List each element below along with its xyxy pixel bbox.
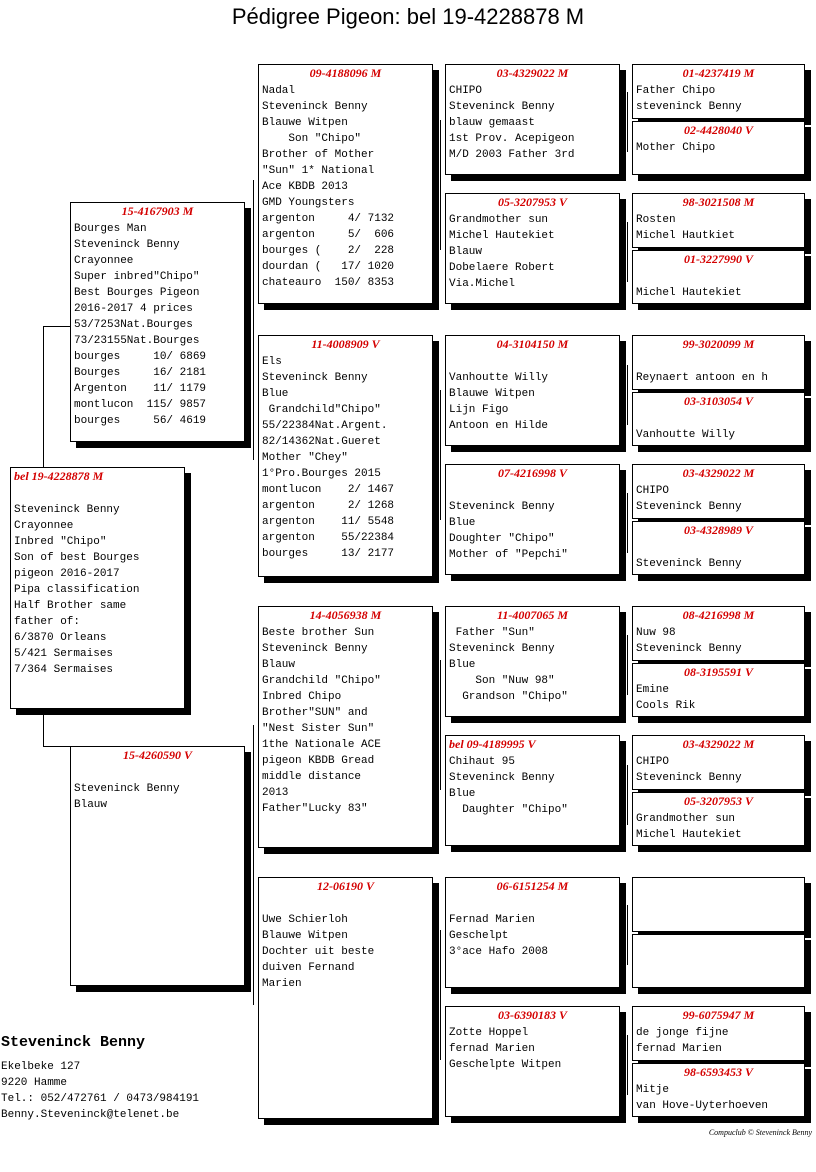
- connector-line: [627, 365, 628, 425]
- connector-line: [440, 120, 441, 250]
- ring-number: 03-4329022 M: [496, 66, 569, 80]
- owner-street: Ekelbeke 127: [1, 1061, 81, 1073]
- main-pigeon-card[interactable]: [10, 467, 185, 709]
- pigeon-details: Emine Cools Rik: [636, 684, 696, 712]
- pigeon-details: Els Steveninck Benny Blue Grandchild"Chipo" 55/22384Nat.Argent. 82/14362Nat.Gueret Mother "Chey" 1°Pro.Bourges 2015 montlucon 2/ 1467 argenton 2/ 1268 argenton 11/ 5548 argenton 55/22384 bourges 13/ 2177: [262, 356, 395, 560]
- ring-number: 03-4329022 M: [682, 466, 755, 480]
- ancestor-card[interactable]: [632, 663, 805, 717]
- ancestor-card[interactable]: [632, 121, 805, 175]
- owner-name: Steveninck Benny: [1, 1034, 146, 1051]
- page-title: Pédigree Pigeon: bel 19-4228878 M: [231, 4, 585, 29]
- owner-phone: Tel.: 052/472761 / 0473/984191: [1, 1093, 200, 1105]
- ring-number: 04-3104150 M: [496, 337, 569, 351]
- ancestor-card[interactable]: [632, 335, 805, 390]
- ring-number: 02-4428040 V: [684, 123, 753, 137]
- ancestor-card[interactable]: [632, 1063, 805, 1117]
- connector-line: [627, 765, 628, 825]
- pigeon-details: Steveninck Benny Blue Doughter "Chipo" Mother of "Pepchi": [449, 501, 568, 561]
- ring-number: 12-06190 V: [317, 879, 374, 893]
- ring-number: bel 19-4228878 M: [14, 469, 104, 483]
- ancestor-card[interactable]: [632, 193, 805, 248]
- connector-line: [440, 660, 441, 790]
- connector-line: [627, 635, 628, 695]
- ring-number: bel 09-4189995 V: [449, 737, 536, 751]
- ring-number: 05-3207953 V: [498, 195, 567, 209]
- ring-number: 03-4328989 V: [684, 523, 753, 537]
- ancestor-card-empty[interactable]: [632, 934, 805, 988]
- great-grandparent-card[interactable]: [445, 464, 620, 575]
- sire-card[interactable]: [70, 202, 245, 442]
- ancestor-card[interactable]: [632, 464, 805, 519]
- pigeon-details: Uwe Schierloh Blauwe Witpen Dochter uit beste duiven Fernand Marien: [262, 914, 375, 990]
- ancestor-card[interactable]: [632, 521, 805, 575]
- grandparent-card[interactable]: [258, 877, 433, 1119]
- pigeon-details: Grandmother sun Michel Hautekiet: [636, 813, 742, 841]
- ancestor-card[interactable]: [632, 1006, 805, 1061]
- ancestor-card[interactable]: [632, 792, 805, 846]
- ring-number: 98-3021508 M: [682, 195, 755, 209]
- ring-number: 05-3207953 V: [684, 794, 753, 808]
- ancestor-card[interactable]: [632, 64, 805, 119]
- ring-number: 14-4056938 M: [309, 608, 382, 622]
- grandparent-card[interactable]: [258, 335, 433, 577]
- ring-number: 01-4237419 M: [682, 66, 755, 80]
- pigeon-details: Nuw 98 Steveninck Benny: [636, 627, 742, 655]
- pigeon-details: CHIPO Steveninck Benny: [636, 485, 742, 513]
- pigeon-details: Vanhoutte Willy: [636, 429, 736, 441]
- pigeon-details: Steveninck Benny Crayonnee Inbred "Chipo" Son of best Bourges pigeon 2016-2017 Pipa classification Half Brother same father of: 6/3870 Orleans 5/421 Sermaises 7/364 Sermaises: [14, 504, 140, 676]
- dam-card[interactable]: [70, 746, 245, 986]
- connector-line: [627, 92, 628, 152]
- connector-line: [253, 180, 254, 460]
- connector-line: [253, 725, 254, 1005]
- ring-number: 09-4188096 M: [309, 66, 382, 80]
- pigeon-details: Fernad Marien Geschelpt 3°ace Hafo 2008: [449, 914, 549, 958]
- ancestor-card[interactable]: [632, 250, 805, 304]
- great-grandparent-card[interactable]: [445, 877, 620, 988]
- ring-number: 06-6151254 M: [496, 879, 569, 893]
- connector-line: [440, 930, 441, 1060]
- ancestor-card-empty[interactable]: [632, 877, 805, 932]
- pigeon-details: de jonge fijne fernad Marien: [636, 1027, 729, 1055]
- pigeon-details: CHIPO Steveninck Benny blauw gemaast 1st Prov. Acepigeon M/D 2003 Father 3rd: [449, 85, 575, 161]
- pigeon-details: Steveninck Benny Blauw: [74, 783, 180, 811]
- ancestor-card[interactable]: [632, 392, 805, 446]
- great-grandparent-card[interactable]: [445, 1006, 620, 1117]
- pigeon-details: Steveninck Benny: [636, 558, 742, 570]
- pigeon-details: [633, 936, 804, 939]
- connector-line: [627, 493, 628, 553]
- pigeon-details: Father Chipo steveninck Benny: [636, 85, 742, 113]
- ring-number: 11-4007065 M: [496, 608, 568, 622]
- ring-number: 99-3020099 M: [682, 337, 755, 351]
- ring-number: 08-4216998 M: [682, 608, 755, 622]
- great-grandparent-card[interactable]: [445, 335, 620, 446]
- ring-number: 01-3227990 V: [684, 252, 753, 266]
- pigeon-details: Mitje van Hove-Uyterhoeven: [636, 1084, 769, 1112]
- owner-email[interactable]: Benny.Steveninck@telenet.be: [1, 1109, 180, 1121]
- pigeon-details: Beste brother Sun Steveninck Benny Blauw Grandchild "Chipo" Inbred Chipo Brother"SUN" and "Nest Sister Sun" 1the Nationale ACE pigeon KBDB Gread middle distance 2013 Father"Lucky 83": [262, 627, 381, 815]
- copyright-note: Compuclub © Steveninck Benny: [708, 1128, 812, 1137]
- ring-number: 99-6075947 M: [682, 1008, 755, 1022]
- ring-number: 08-3195591 V: [684, 665, 753, 679]
- great-grandparent-card[interactable]: [445, 193, 620, 304]
- owner-city: 9220 Hamme: [1, 1077, 68, 1089]
- pigeon-details: Nadal Steveninck Benny Blauwe Witpen Son "Chipo" Brother of Mother "Sun" 1* National Ace KBDB 2013 GMD Youngsters argenton 4/ 7132 argenton 5/ 606 bourges ( 2/ 228 dourdan ( 17/ 1020 chateauro 150/ 8353: [262, 85, 395, 289]
- pigeon-details: Mother Chipo: [636, 142, 716, 154]
- great-grandparent-card[interactable]: [445, 606, 620, 717]
- pigeon-details: Father "Sun" Steveninck Benny Blue Son "Nuw 98" Grandson "Chipo": [449, 627, 568, 703]
- ring-number: 03-3103054 V: [684, 394, 753, 408]
- ancestor-card[interactable]: [632, 606, 805, 661]
- pigeon-details: Michel Hautekiet: [636, 287, 742, 299]
- pigeon-details: CHIPO Steveninck Benny: [636, 756, 742, 784]
- ring-number: 11-4008909 V: [311, 337, 380, 351]
- pigeon-details: Bourges Man Steveninck Benny Crayonnee Super inbred"Chipo" Best Bourges Pigeon 2016-2017 4 prices 53/7253Nat.Bourges 73/23155Nat.Bourges bourges 10/ 6869 Bourges 16/ 2181 Argenton 11/ 1179 montlucon 115/ 9857 bourges 56/ 4619: [74, 223, 207, 427]
- great-grandparent-card[interactable]: [445, 64, 620, 175]
- pigeon-details: [633, 879, 804, 882]
- pigeon-details: Zotte Hoppel fernad Marien Geschelpte Witpen: [449, 1027, 562, 1071]
- pigeon-details: Reynaert antoon en h: [636, 372, 769, 384]
- ring-number: 07-4216998 V: [498, 466, 567, 480]
- connector-line: [627, 905, 628, 965]
- connector-line: [627, 222, 628, 282]
- pigeon-details: Grandmother sun Michel Hautekiet Blauw Dobelaere Robert Via.Michel: [449, 214, 555, 290]
- ring-number: 98-6593453 V: [684, 1065, 753, 1079]
- connector-line: [43, 326, 70, 327]
- pigeon-details: Rosten Michel Hautkiet: [636, 214, 736, 242]
- grandparent-card[interactable]: [258, 606, 433, 848]
- great-grandparent-card[interactable]: [445, 735, 620, 846]
- ancestor-card[interactable]: [632, 735, 805, 790]
- ring-number: 03-6390183 V: [498, 1008, 567, 1022]
- grandparent-card[interactable]: [258, 64, 433, 304]
- ring-number: 03-4329022 M: [682, 737, 755, 751]
- ring-number: 15-4167903 M: [121, 204, 194, 218]
- ring-number: 15-4260590 V: [123, 748, 192, 762]
- connector-line: [627, 1035, 628, 1095]
- connector-line: [440, 390, 441, 520]
- pigeon-details: Vanhoutte Willy Blauwe Witpen Lijn Figo Antoon en Hilde: [449, 372, 549, 432]
- connector-line: [43, 746, 70, 747]
- pigeon-details: Chihaut 95 Steveninck Benny Blue Daughter "Chipo": [449, 756, 568, 816]
